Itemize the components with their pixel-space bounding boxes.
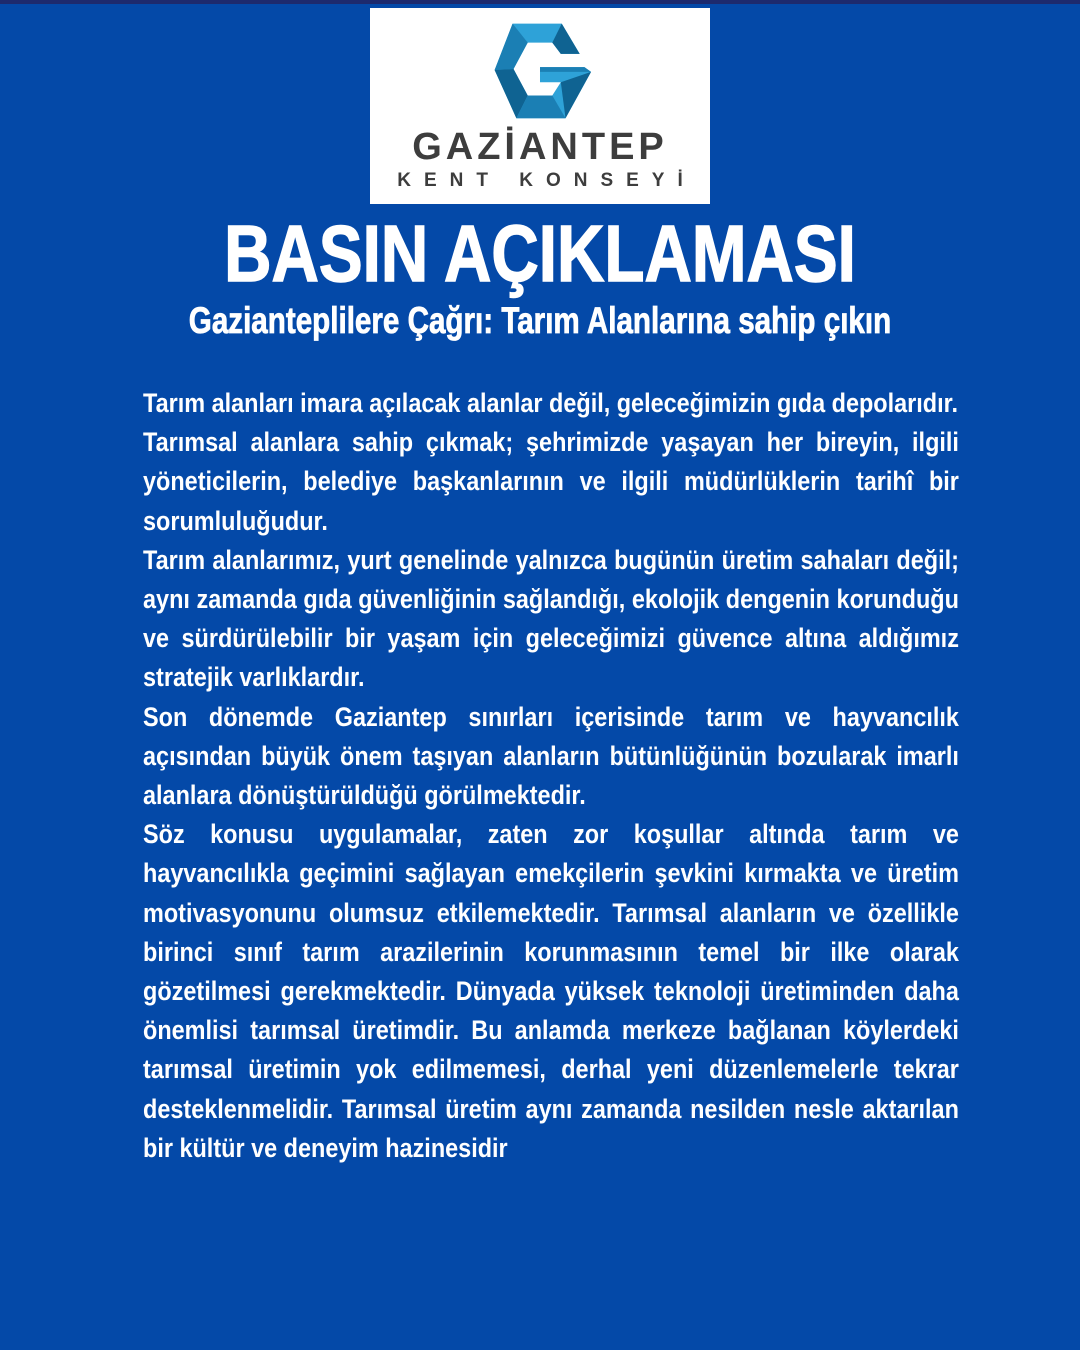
gaziantep-g-logo-icon <box>476 18 604 122</box>
brand-name: GAZİANTEP <box>412 126 668 168</box>
press-release-subtitle: Gazianteplilere Çağrı: Tarım Alanlarına sahip çıkın <box>188 300 892 341</box>
top-border <box>0 0 1080 4</box>
press-release-title: BASIN AÇIKLAMASI <box>224 209 856 298</box>
press-release-body <box>143 384 959 1168</box>
brand-subtitle: KENT KONSEYİ <box>397 170 696 191</box>
paragraph-3: Tarım alanlarımız, yurt genelinde yalnızca bugünün üretim sahaları değil; aynı zamanda gıda güvenliğinin sağlandığı, ekolojik dengenin korunduğu ve sürdürülebilir bir yaşam için geleceğimizi güvence altına aldığımız stratejik varlıklardır. <box>143 544 959 693</box>
paragraph-2: Tarımsal alanlara sahip çıkmak; şehrimizde yaşayan her bireyin, ilgili yöneticilerin, belediye başkanlarının ve ilgili müdürlüklerin tarihî bir sorumluluğudur. <box>143 427 959 536</box>
paragraph-1: Tarım alanları imara açılacak alanlar değil, geleceğimizin gıda depolarıdır. <box>143 388 958 418</box>
paragraph-4: Son dönemde Gaziantep sınırları içerisinde tarım ve hayvancılık açısından büyük önem taşıyan alanların bütünlüğünün bozularak imarlı alanlara dönüştürüldüğü görülmektedir. <box>143 701 959 811</box>
logo-card <box>370 8 710 204</box>
paragraph-5: Söz konusu uygulamalar, zaten zor koşullar altında tarım ve hayvancılıkla geçimini sağlayan emekçilerin şevkini kırmakta ve üretim motivasyonunu olumsuz etkilemektedir. Tarımsal alanların ve özellikle birinci sınıf tarım arazilerinin korunmasının temel bir ilke olarak gözetilmesi gerekmektedir. Dünyada yüksek teknoloji üretiminden daha önemlisi tarımsal üretimdir. Bu anlamda merkeze bağlanan köylerdeki tarımsal üretimin yok edilmemesi, derhal yeni düzenlemelerle tekrar desteklenmelidir. Tarımsal üretim aynı zamanda nesilden nesle aktarılan bir kültür ve deneyim hazinesidir <box>143 819 959 1163</box>
